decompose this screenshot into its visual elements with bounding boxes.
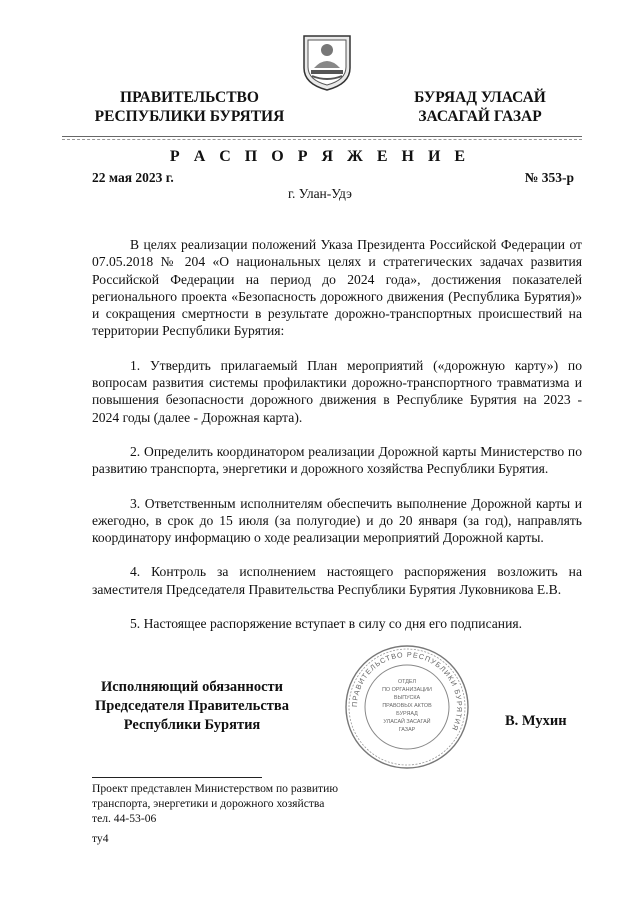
item-paragraph: 4. Контроль за исполнением настоящего распоряжения возложить на заместителя Председателя Правительства Республики Бурятия Луковникова Е.В.: [92, 564, 582, 597]
seal-center-line: ПРАВОВЫХ АКТОВ: [382, 703, 432, 709]
document-number: № 353-р: [524, 170, 574, 185]
document-city: г. Улан-Удэ: [288, 186, 352, 201]
official-seal-icon: [343, 643, 471, 771]
org-name-russian: [82, 88, 297, 126]
document-body: [92, 236, 582, 649]
preamble-paragraph: В целях реализации положений Указа Президента Российской Федерации от 07.05.2018 № 204 «О национальных целях и стратегических задачах развития Российской Федерации на период до 2024 года», достижения показателей регионального проекта «Безопасность дорожного движения (Республика Бурятия)» и сокращения смертности в результате дорожно-транспортных происшествий на территории Республики Бурятия:: [92, 237, 582, 339]
seal-center-line: ВЫПУСКА: [393, 695, 421, 701]
item-paragraph: 1. Утвердить прилагаемый План мероприятий («дорожную карту») по вопросам развития системы профилактики дорожно-транспортного травматизма и повышения безопасности дорожного движения в Республике Бурятия на 2023 - 2024 годы (далее - Дорожная карта).: [92, 357, 582, 425]
signatory-title-line: Председателя Правительства: [95, 698, 289, 714]
header-divider-dashed: [62, 139, 582, 140]
document-date: 22 мая 2023 г.: [92, 170, 174, 185]
seal-center-line: УЛАСАЙ ЗАСАГАЙ: [383, 719, 431, 725]
org-name-line: РЕСПУБЛИКИ БУРЯТИЯ: [94, 108, 285, 125]
footnote-line: транспорта, энергетики и дорожного хозяйства: [92, 797, 325, 810]
signatory-name: В. Мухин: [505, 713, 567, 729]
org-name-line: ПРАВИТЕЛЬСТВО: [120, 89, 259, 106]
footnote-line: Проект представлен Министерством по развитию: [92, 782, 338, 795]
item-paragraph: 3. Ответственным исполнителям обеспечить выполнение Дорожной карты и ежегодно, в срок до 15 июля (за полугодие) и до 20 января (за год), направлять координатору информацию о ходе реализации мероприятий Дорожной карты.: [92, 495, 582, 546]
item-paragraph: 2. Определить координатором реализации Дорожной карты Министерство по развитию транспорта, энергетики и дорожного хозяйства Республики Бурятия.: [92, 443, 582, 477]
seal-center-line: ОТДЕЛ: [397, 679, 417, 685]
signatory-title: [82, 678, 302, 735]
item-paragraph: 5. Настоящее распоряжение вступает в силу со дня его подписания.: [130, 616, 523, 632]
footnote: [92, 781, 338, 826]
org-name-buryat: [395, 88, 565, 126]
signatory-title-line: Исполняющий обязанности: [100, 679, 284, 695]
seal-center-line: ПО ОРГАНИЗАЦИИ: [382, 687, 432, 693]
seal-center-line: ГАЗАР: [398, 727, 416, 733]
footnote-rule: [92, 777, 262, 778]
header-divider: [62, 136, 582, 137]
document-type: Р А С П О Р Я Ж Е Н И Е: [169, 148, 471, 165]
org-name-line: ЗАСАГАЙ ГАЗАР: [418, 108, 542, 125]
seal-center-line: БУРЯАД: [396, 711, 418, 717]
footnote-line: тел. 44-53-06: [92, 812, 157, 825]
coat-of-arms-icon: [300, 32, 354, 92]
seal-ring-text: ПРАВИТЕЛЬСТВО РЕСПУБЛИКИ БУРЯТИЯ: [349, 649, 465, 733]
signatory-title-line: Республики Бурятия: [123, 717, 261, 733]
document-code: ту4: [92, 832, 109, 845]
org-name-line: БУРЯАД УЛАСАЙ: [414, 89, 546, 106]
